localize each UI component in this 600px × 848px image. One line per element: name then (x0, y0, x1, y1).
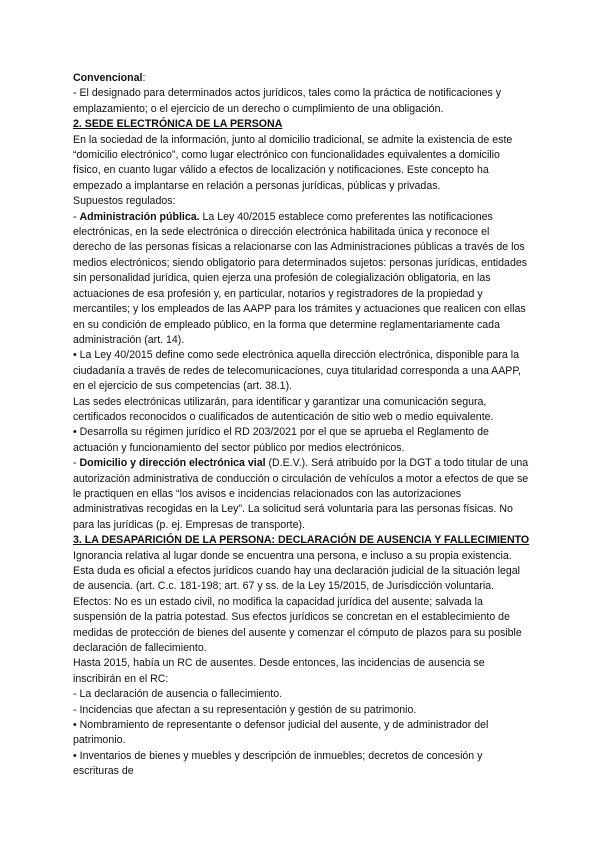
dev-text: (D.E.V.). Será atribuido por la DGT a todo titular de una autorización administrativa de conducción o circulación de vehículos a motor a efectos de que se le practiquen en ellas “los avisos e incidencias relacionados con las autorizaciones administrativas recogidas en la Ley”. La solicitud será voluntaria para las personas físicas. No para las jurídicas (p. ej. Empresas de transporte). (73, 457, 529, 531)
section-heading-3: 3. LA DESAPARICIÓN DE LA PERSONA: DECLARACIÓN DE AUSENCIA Y FALLECIMIENTO (73, 534, 530, 547)
list-dash: - (73, 210, 80, 223)
document-body (73, 71, 530, 780)
convencional-definition: - El designado para determinados actos jurídicos, tales como la práctica de notificaciones y emplazamiento; o el ejercicio de un derecho o cumplimiento de una obligación. (73, 87, 502, 115)
rc-ausentes-paragraph: Hasta 2015, había un RC de ausentes. Desde entonces, las incidencias de ausencia se inscribirán en el RC: (73, 657, 485, 685)
ausencia-intro-paragraph: Ignorancia relativa al lugar donde se encuentra una persona, e incluso a su propia existencia. Esta duda es oficial a efectos jurídicos cuando hay una declaración judicial de la situación legal de ausencia. (art. C.c. 181-198; art. 67 y ss. de la Ley 15/2015, de Jurisdicción voluntaria. (73, 549, 520, 593)
dev-title: Domicilio y dirección electrónica vial (79, 457, 266, 470)
sede-intro-paragraph: En la sociedad de la información, junto al domicilio tradicional, se admite la existencia de este “domicilio electrónico”, como lugar electrónico con funcionalidades equivalentes a domicilio físico, en cuanto lugar válido a efectos de localización y notificaciones. Este concepto ha empezado a implantarse en relación a personas jurídicas, públicas y privadas. (73, 133, 513, 192)
efectos-paragraph: Efectos: No es un estado civil, no modifica la capacidad jurídica del ausente; salvada la suspensión de la patria potestad. Sus efectos jurídicos se concretan en el establecimiento de medidas de protección de bienes del ausente y comenzar el cómputo de plazos para su posible declaración de fallecimiento. (73, 595, 522, 655)
list-dash: - (73, 457, 80, 470)
list-item-incidencias: - Incidencias que afectan a su representación y gestión de su patrimonio. (73, 703, 417, 716)
sede-definition-bullet: • La Ley 40/2015 define como sede electrónica aquella dirección electrónica, disponible para la ciudadanía a través de redes de telecomunicaciones, cuya titularidad corresponda a una AAPP, en el ejercicio de sus competencias (art. 38.1). (73, 349, 521, 393)
convencional-title: Convencional (73, 72, 143, 84)
section-heading-2: 2. SEDE ELECTRÓNICA DE LA PERSONA (73, 118, 283, 131)
convencional-paragraph (73, 71, 530, 86)
list-item-nombramiento: • Nombramiento de representante o defensor judicial del ausente, y de administrador del patrimonio. (73, 719, 489, 747)
rd-bullet: • Desarrolla su régimen jurídico el RD 203/2021 por el que se aprueba el Reglamento de actuación y funcionamiento del sector público por medios electrónicos. (73, 426, 489, 454)
list-item-declaracion: - La declaración de ausencia o fallecimiento. (73, 688, 283, 701)
dev-paragraph (73, 456, 530, 533)
supuestos-label: Supuestos regulados: (73, 195, 176, 208)
convencional-colon: : (142, 72, 146, 84)
sedes-certificados-paragraph: Las sedes electrónicas utilizarán, para identificar y garantizar una comunicación segura, certificados reconocidos o cualificados de autenticación de sitio web o medio equivalente. (73, 395, 494, 423)
administracion-publica-paragraph (73, 210, 530, 349)
list-item-inventarios: • Inventarios de bienes y muebles y descripción de inmuebles; decretos de concesión y escrituras de (73, 749, 483, 778)
administracion-publica-title: Administración pública. (79, 210, 200, 223)
administracion-publica-text: La Ley 40/2015 establece como preferentes las notificaciones electrónicas, en la sede electrónica o dirección electrónica habilitada única y reconoce el derecho de las personas físicas a relacionarse con las Administraciones públicas a través de los medios electrónicos; siendo obligatorio para determinados sujetos: personas jurídicas, entidades sin personalidad jurídica, quien ejerza una profesión de colegialización obligatoria, en las actuaciones de esa profesión y, en particular, notarios y registradores de la propiedad y mercantiles; y los empleados de las AAPP para los trámites y actuaciones que realicen con ellas en su condición de empleado público, en la forma que determine reglamentariamente cada administración (art. 14). (73, 210, 528, 346)
